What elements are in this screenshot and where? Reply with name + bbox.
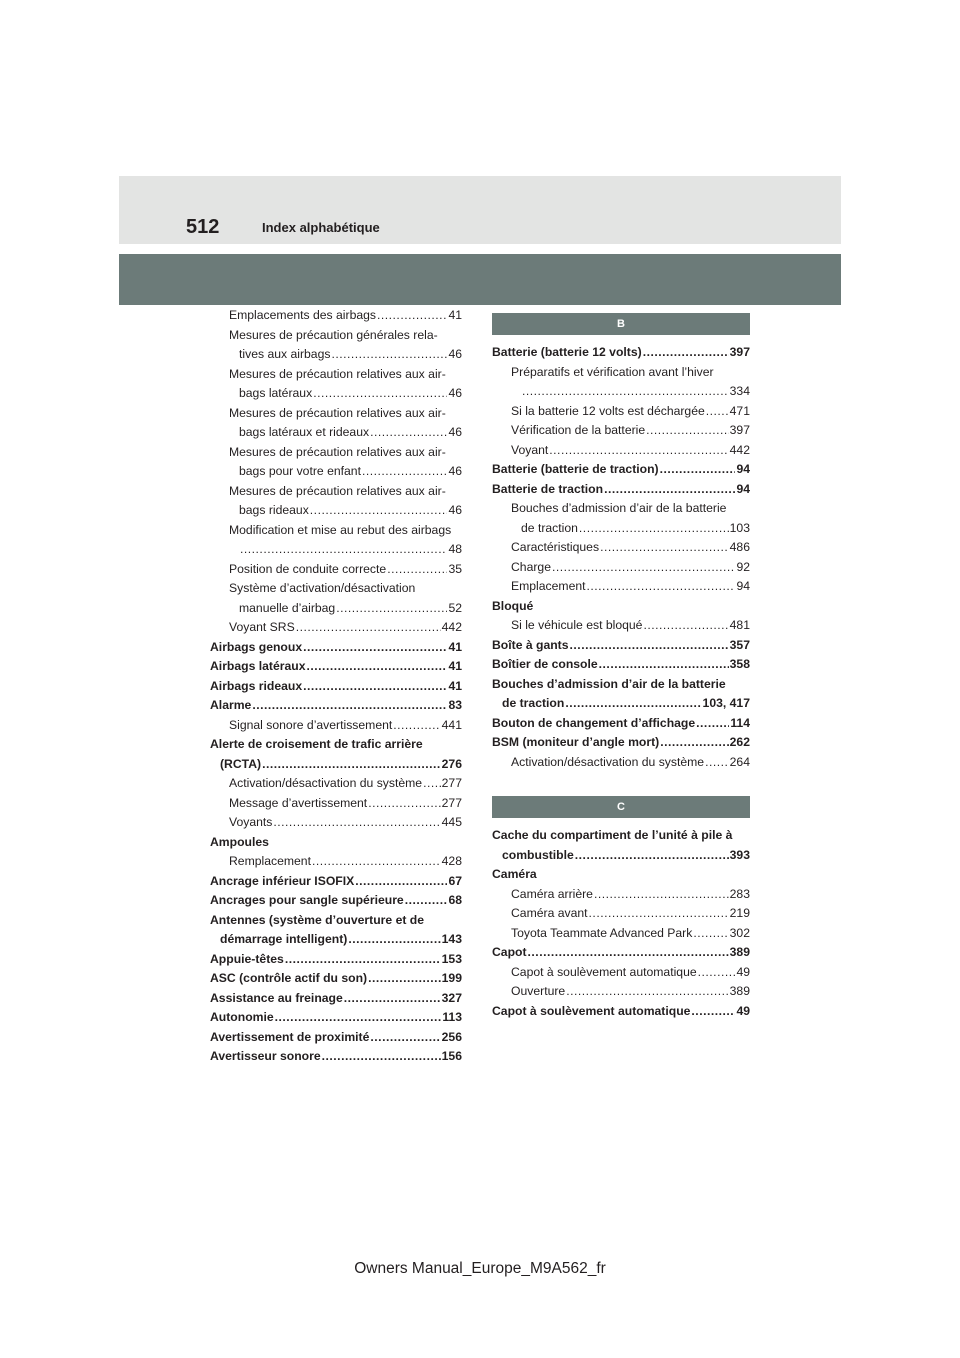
- index-entry: [492, 421, 750, 441]
- index-entry: [492, 655, 750, 675]
- index-entry: [210, 774, 462, 794]
- entry-page-ref[interactable]: 481: [729, 618, 750, 632]
- entry-term: Batterie (batterie de traction): [492, 462, 659, 476]
- entry-term: Vérification de la batterie: [511, 423, 646, 437]
- entry-page-ref[interactable]: 334: [729, 384, 750, 398]
- index-entry: [492, 597, 750, 617]
- index-entry: [492, 904, 750, 924]
- index-entry: [210, 540, 462, 560]
- index-entry: [492, 441, 750, 461]
- dot-leader: [312, 852, 441, 872]
- entry-term: Mesures de précaution relatives aux air-: [229, 483, 446, 498]
- entry-term: Bloqué: [492, 598, 534, 613]
- index-entry: [492, 480, 750, 500]
- entry-term: Position de conduite correcte: [229, 561, 387, 576]
- entry-term: Avertissement de proximité: [210, 1029, 370, 1044]
- entry-page-ref[interactable]: 277: [441, 776, 462, 790]
- dot-leader: [528, 943, 729, 963]
- entry-term: Batterie de traction: [492, 481, 604, 496]
- entry-page-ref[interactable]: 113: [442, 1010, 462, 1024]
- dot-leader: [336, 599, 447, 619]
- entry-page-ref[interactable]: 283: [729, 886, 750, 901]
- dot-leader: [587, 577, 736, 597]
- index-entry: [492, 402, 750, 422]
- dot-leader: [599, 655, 729, 675]
- dot-leader: [691, 1002, 735, 1022]
- entry-page-ref[interactable]: 41: [448, 659, 462, 673]
- dot-leader: [387, 560, 447, 580]
- entry-term: bags pour votre enfant: [239, 464, 361, 478]
- entry-page-ref[interactable]: 276: [441, 756, 462, 771]
- entry-page-ref[interactable]: 486: [729, 540, 750, 554]
- entry-page-ref[interactable]: 49: [736, 1003, 750, 1018]
- index-entry: [210, 794, 462, 814]
- header-band: [119, 176, 841, 244]
- dot-leader: [377, 306, 447, 326]
- entry-page-ref[interactable]: 397: [729, 423, 750, 437]
- entry-term: Airbags latéraux: [210, 659, 306, 673]
- entry-page-ref[interactable]: 442: [729, 442, 750, 457]
- dot-leader: [275, 1008, 442, 1028]
- dot-leader: [600, 538, 729, 558]
- index-entry: [492, 363, 750, 383]
- dot-leader: [706, 402, 729, 422]
- entry-term: Mesures de précaution générales rela-: [229, 327, 438, 342]
- index-entry: [210, 365, 462, 385]
- index-entry: [210, 404, 462, 424]
- entry-term: BSM (moniteur d’angle mort): [492, 735, 660, 749]
- entry-term: Activation/désactivation du système: [511, 754, 705, 769]
- dot-leader: [552, 558, 735, 578]
- dot-leader: [331, 345, 447, 365]
- dot-leader: [296, 618, 441, 638]
- entry-page-ref[interactable]: 358: [729, 657, 750, 671]
- index-entry: [210, 384, 462, 404]
- dot-leader: [698, 963, 736, 983]
- dot-leader: [696, 714, 729, 734]
- entry-page-ref[interactable]: 302: [729, 925, 750, 940]
- dot-leader: [368, 969, 441, 989]
- dot-leader: [522, 382, 729, 402]
- entry-term: Si la batterie 12 volts est déchargée: [511, 403, 705, 418]
- dot-leader: [393, 716, 440, 736]
- entry-page-ref[interactable]: 264: [729, 754, 750, 769]
- index-entry: [210, 423, 462, 443]
- entry-term: Bouton de changement d’affichage: [492, 715, 696, 730]
- letter-header-b: B: [492, 313, 750, 335]
- entry-page-ref[interactable]: 35: [448, 561, 462, 576]
- dot-leader: [549, 441, 728, 461]
- dot-leader: [604, 480, 735, 500]
- entry-term: Caméra: [492, 867, 537, 881]
- dot-leader: [370, 1028, 440, 1048]
- index-entry: [210, 657, 462, 677]
- index-entry: [210, 833, 462, 853]
- entry-page-ref[interactable]: 92: [736, 559, 750, 574]
- index-entry: [210, 560, 462, 580]
- entry-term: Caméra avant: [511, 906, 588, 920]
- dot-leader: [566, 982, 728, 1002]
- entry-page-ref[interactable]: 441: [441, 717, 462, 732]
- index-entry: [210, 813, 462, 833]
- header-dark-band: [119, 254, 841, 305]
- index-entry: [492, 846, 750, 866]
- entry-page-ref[interactable]: 41: [448, 639, 462, 654]
- entry-page-ref[interactable]: 393: [729, 847, 750, 862]
- entry-term: Caméra arrière: [511, 886, 593, 901]
- dot-leader: [660, 733, 728, 753]
- index-entry: [210, 735, 462, 755]
- entry-page-ref[interactable]: 397: [729, 345, 750, 359]
- index-entry: [492, 519, 750, 539]
- index-entry: [492, 499, 750, 519]
- dot-leader: [262, 755, 441, 775]
- entry-page-ref[interactable]: 94: [736, 579, 750, 593]
- section-title: Index alphabétique: [262, 220, 380, 235]
- dot-leader: [303, 677, 447, 697]
- entry-term: Cache du compartiment de l’unité à pile à: [492, 828, 733, 842]
- index-entry: [492, 382, 750, 402]
- index-entry: [210, 930, 462, 950]
- entry-page-ref[interactable]: 428: [441, 854, 462, 868]
- entry-term: Si le véhicule est bloqué: [511, 618, 643, 632]
- entry-term: Antennes (système d’ouverture et de: [210, 912, 425, 927]
- index-entry: [210, 1028, 462, 1048]
- entry-page-ref[interactable]: 103: [729, 520, 750, 535]
- entry-page-ref[interactable]: 277: [441, 795, 462, 810]
- entry-term: Message d’avertissement: [229, 795, 368, 810]
- entry-page-ref[interactable]: 49: [736, 964, 750, 979]
- index-entry: [210, 306, 462, 326]
- entry-term: Batterie (batterie 12 volts): [492, 345, 642, 359]
- index-entry: [210, 969, 462, 989]
- entry-term: de traction: [521, 520, 578, 535]
- index-entry: [210, 1047, 462, 1067]
- entry-term: Capot à soulèvement automatique: [492, 1003, 691, 1018]
- entry-term: Voyant: [511, 442, 549, 457]
- index-entry: [492, 733, 750, 753]
- entry-page-ref[interactable]: 445: [441, 815, 462, 829]
- entry-page-ref[interactable]: 357: [729, 637, 750, 652]
- dot-leader: [589, 904, 729, 924]
- entry-term: Emplacement: [511, 579, 586, 593]
- index-entry: [492, 885, 750, 905]
- index-entry: [492, 865, 750, 885]
- index-entry: [210, 891, 462, 911]
- index-entry: [210, 521, 462, 541]
- entry-page-ref[interactable]: 471: [729, 403, 750, 418]
- entry-term: Ouverture: [511, 984, 566, 998]
- index-entry: [210, 638, 462, 658]
- dot-leader: [570, 636, 729, 656]
- index-entry: [492, 924, 750, 944]
- dot-leader: [643, 616, 728, 636]
- index-section-c: [492, 826, 750, 1021]
- entry-term: Mesures de précaution relatives aux air-: [229, 366, 446, 381]
- index-entry: [492, 343, 750, 363]
- dot-leader: [348, 930, 440, 950]
- entry-term: tives aux airbags: [239, 347, 331, 361]
- entry-term: Airbags rideaux: [210, 678, 303, 693]
- entry-term: Alerte de croisement de trafic arrière: [210, 737, 423, 751]
- entry-term: Ancrage inférieur ISOFIX: [210, 873, 355, 888]
- entry-term: (RCTA): [220, 756, 262, 771]
- index-entry: [210, 599, 462, 619]
- index-entry: [492, 1002, 750, 1022]
- entry-term: ASC (contrôle actif du son): [210, 971, 368, 985]
- entry-term: manuelle d’airbag: [239, 600, 336, 615]
- index-entry: [492, 753, 750, 773]
- entry-page-ref[interactable]: 48: [448, 542, 462, 556]
- index-entry: [492, 963, 750, 983]
- entry-page-ref[interactable]: 256: [441, 1029, 462, 1044]
- index-entry: [492, 460, 750, 480]
- index-entry: [492, 675, 750, 695]
- dot-leader: [285, 950, 441, 970]
- index-entry: [210, 950, 462, 970]
- entry-term: Signal sonore d’avertissement: [229, 717, 393, 732]
- index-entry: [492, 538, 750, 558]
- index-entry: [210, 716, 462, 736]
- entry-page-ref[interactable]: 153: [441, 951, 462, 966]
- entry-page-ref[interactable]: 67: [448, 873, 462, 888]
- entry-page-ref[interactable]: 389: [729, 945, 750, 959]
- entry-page-ref[interactable]: 103, 417: [702, 696, 750, 710]
- entry-page-ref[interactable]: 389: [729, 984, 750, 998]
- entry-page-ref[interactable]: 46: [448, 464, 462, 478]
- entry-term: Airbags genoux: [210, 639, 303, 654]
- entry-page-ref[interactable]: 219: [729, 906, 750, 920]
- entry-term: Caractéristiques: [511, 540, 600, 554]
- dot-leader: [310, 501, 448, 521]
- entry-page-ref[interactable]: 94: [736, 462, 750, 476]
- entry-page-ref[interactable]: 327: [441, 990, 462, 1005]
- entry-term: Bouches d’admission d’air de la batterie: [492, 676, 726, 691]
- entry-term: Avertisseur sonore: [210, 1049, 321, 1063]
- dot-leader: [355, 872, 447, 892]
- entry-term: Appuie-têtes: [210, 951, 284, 966]
- index-entry: [492, 943, 750, 963]
- entry-term: Préparatifs et vérification avant l’hiver: [511, 364, 714, 379]
- index-entry: [210, 852, 462, 872]
- index-entry: [210, 1008, 462, 1028]
- dot-leader: [693, 924, 728, 944]
- entry-term: Capot à soulèvement automatique: [511, 964, 697, 979]
- footer-document-id: Owners Manual_Europe_M9A562_fr: [354, 1260, 606, 1277]
- index-column-left: [210, 306, 462, 1067]
- index-entry: [210, 326, 462, 346]
- entry-term: Emplacements des airbags: [229, 308, 376, 322]
- entry-page-ref[interactable]: 46: [448, 386, 462, 400]
- dot-leader: [579, 519, 729, 539]
- index-entry: [210, 911, 462, 931]
- dot-leader: [405, 891, 448, 911]
- dot-leader: [313, 384, 447, 404]
- entry-term: Bouches d’admission d’air de la batterie: [511, 501, 727, 515]
- dot-leader: [303, 638, 447, 658]
- dot-leader: [344, 989, 441, 1009]
- index-entry: [492, 694, 750, 714]
- index-entry: [210, 501, 462, 521]
- entry-term: Voyants: [229, 815, 273, 829]
- index-entry: [210, 872, 462, 892]
- entry-term: Assistance au freinage: [210, 990, 343, 1005]
- entry-term: Boîte à gants: [492, 637, 569, 652]
- entry-term: Toyota Teammate Advanced Park: [511, 925, 693, 940]
- entry-term: démarrage intelligent): [220, 932, 348, 946]
- entry-term: Autonomie: [210, 1010, 274, 1024]
- index-entry: [492, 826, 750, 846]
- entry-term: Système d’activation/désactivation: [229, 581, 416, 595]
- index-entry: [210, 618, 462, 638]
- index-entry: [210, 989, 462, 1009]
- page-number: 512: [186, 216, 220, 238]
- dot-leader: [643, 343, 729, 363]
- entry-term: bags latéraux: [239, 386, 313, 400]
- dot-leader: [273, 813, 440, 833]
- entry-term: Remplacement: [229, 854, 311, 868]
- dot-leader: [252, 696, 447, 716]
- dot-leader: [594, 885, 729, 905]
- entry-page-ref[interactable]: 83: [448, 698, 462, 712]
- entry-page-ref[interactable]: 68: [448, 893, 462, 907]
- index-entry: [492, 636, 750, 656]
- entry-term: Voyant SRS: [229, 620, 295, 634]
- entry-page-ref[interactable]: 156: [441, 1049, 462, 1063]
- dot-leader: [575, 846, 729, 866]
- entry-page-ref[interactable]: 52: [448, 600, 462, 615]
- entry-page-ref[interactable]: 46: [448, 347, 462, 361]
- dot-leader: [368, 794, 440, 814]
- index-entry: [210, 443, 462, 463]
- index-entry: [210, 482, 462, 502]
- dot-leader: [322, 1047, 441, 1067]
- index-column-right: [492, 313, 750, 1021]
- entry-page-ref[interactable]: 41: [448, 678, 462, 693]
- letter-header-c: C: [492, 796, 750, 818]
- index-entry: [210, 462, 462, 482]
- entry-term: bags rideaux: [239, 503, 309, 517]
- index-entry: [210, 755, 462, 775]
- entry-term: Modification et mise au rebut des airbags: [229, 522, 452, 537]
- entry-term: combustible: [502, 847, 574, 862]
- entry-term: bags latéraux et rideaux: [239, 425, 370, 439]
- dot-leader: [646, 421, 729, 441]
- entry-term: Mesures de précaution relatives aux air-: [229, 405, 446, 420]
- dot-leader: [660, 460, 736, 480]
- index-entry: [210, 677, 462, 697]
- index-entry: [492, 558, 750, 578]
- entry-page-ref[interactable]: 46: [448, 425, 462, 439]
- index-entry: [492, 577, 750, 597]
- dot-leader: [307, 657, 448, 677]
- entry-page-ref[interactable]: 41: [448, 308, 462, 322]
- entry-term: Activation/désactivation du système: [229, 776, 423, 790]
- entry-page-ref[interactable]: 199: [441, 971, 462, 985]
- dot-leader: [362, 462, 447, 482]
- entry-page-ref[interactable]: 114: [730, 715, 750, 730]
- index-entry: [210, 345, 462, 365]
- entry-term: Boîtier de console: [492, 657, 598, 671]
- entry-page-ref[interactable]: 262: [729, 735, 750, 749]
- entry-term: Ampoules: [210, 834, 269, 849]
- entry-term: Ancrages pour sangle supérieure: [210, 893, 404, 907]
- entry-term: Alarme: [210, 698, 252, 712]
- entry-page-ref[interactable]: 442: [441, 620, 462, 634]
- index-entry: [210, 696, 462, 716]
- dot-leader: [565, 694, 701, 714]
- dot-leader: [423, 774, 441, 794]
- index-entry: [492, 616, 750, 636]
- entry-term: Charge: [511, 559, 551, 574]
- index-entry: [210, 579, 462, 599]
- index-section-b: [492, 343, 750, 772]
- index-entry: [492, 982, 750, 1002]
- dot-leader: [370, 423, 447, 443]
- entry-page-ref[interactable]: 46: [448, 503, 462, 517]
- entry-page-ref[interactable]: 94: [736, 481, 750, 496]
- entry-page-ref[interactable]: 143: [441, 932, 462, 946]
- dot-leader: [705, 753, 729, 773]
- index-entry: [492, 714, 750, 734]
- entry-term: Capot: [492, 945, 527, 959]
- dot-leader: [240, 540, 447, 560]
- entry-term: Mesures de précaution relatives aux air-: [229, 444, 446, 459]
- entry-term: de traction: [502, 696, 565, 710]
